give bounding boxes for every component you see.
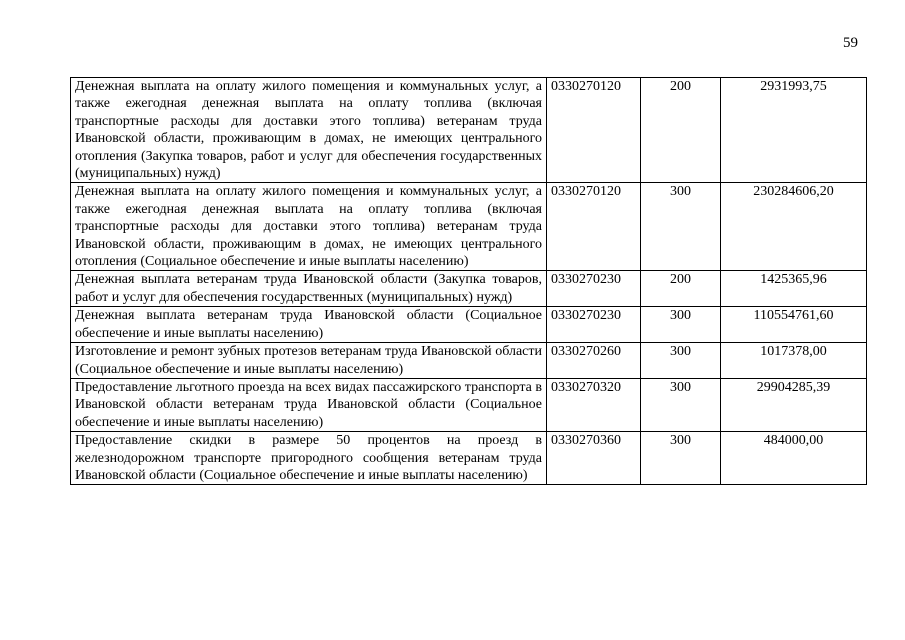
row-description: Денежная выплата ветеранам труда Ивановской области (Закупка товаров, работ и услуг для обеспечения государственных (муниципальных) нужд): [71, 271, 547, 307]
page-number: 59: [843, 35, 858, 51]
row-target-code: 0330270320: [547, 378, 641, 431]
row-amount: 29904285,39: [721, 378, 867, 431]
row-target-code: 0330270260: [547, 343, 641, 379]
row-amount: 2931993,75: [721, 78, 867, 183]
row-expense-type: 200: [641, 271, 721, 307]
row-amount: 1017378,00: [721, 343, 867, 379]
row-expense-type: 300: [641, 432, 721, 485]
table-row: [71, 78, 867, 183]
table-row: [71, 183, 867, 271]
budget-table: [70, 77, 867, 485]
row-target-code: 0330270230: [547, 307, 641, 343]
row-expense-type: 300: [641, 307, 721, 343]
row-description: Денежная выплата на оплату жилого помещения и коммунальных услуг, а также ежегодная денежная выплата на оплату топлива (включая транспортные расходы для доставки этого топлива) ветеранам труда Ивановской области, проживающим в домах, не имеющих центрального отопления (Закупка товаров, работ и услуг для обеспечения государственных (муниципальных) нужд): [71, 78, 547, 183]
row-description: Предоставление льготного проезда на всех видах пассажирского транспорта в Ивановской области ветеранам труда Ивановской области (Социальное обеспечение и иные выплаты населению): [71, 378, 547, 431]
row-amount: 230284606,20: [721, 183, 867, 271]
row-description: Предоставление скидки в размере 50 процентов на проезд в железнодорожном транспорте пригородного сообщения ветеранам труда Ивановской области (Социальное обеспечение и иные выплаты населению): [71, 432, 547, 485]
table-row: [71, 271, 867, 307]
row-expense-type: 300: [641, 343, 721, 379]
row-expense-type: 300: [641, 183, 721, 271]
row-amount: 110554761,60: [721, 307, 867, 343]
row-description: Изготовление и ремонт зубных протезов ветеранам труда Ивановской области (Социальное обеспечение и иные выплаты населению): [71, 343, 547, 379]
row-expense-type: 300: [641, 378, 721, 431]
table-row: [71, 378, 867, 431]
row-target-code: 0330270120: [547, 183, 641, 271]
row-description: Денежная выплата на оплату жилого помещения и коммунальных услуг, а также ежегодная денежная выплата на оплату топлива (включая транспортные расходы для доставки этого топлива) ветеранам труда Ивановской области, проживающим в домах, не имеющих центрального отопления (Социальное обеспечение и иные выплаты населению): [71, 183, 547, 271]
row-expense-type: 200: [641, 78, 721, 183]
row-description: Денежная выплата ветеранам труда Ивановской области (Социальное обеспечение и иные выплаты населению): [71, 307, 547, 343]
row-target-code: 0330270230: [547, 271, 641, 307]
row-amount: 1425365,96: [721, 271, 867, 307]
table-row: [71, 307, 867, 343]
row-amount: 484000,00: [721, 432, 867, 485]
table-row: [71, 343, 867, 379]
row-target-code: 0330270360: [547, 432, 641, 485]
table-row: [71, 432, 867, 485]
row-target-code: 0330270120: [547, 78, 641, 183]
